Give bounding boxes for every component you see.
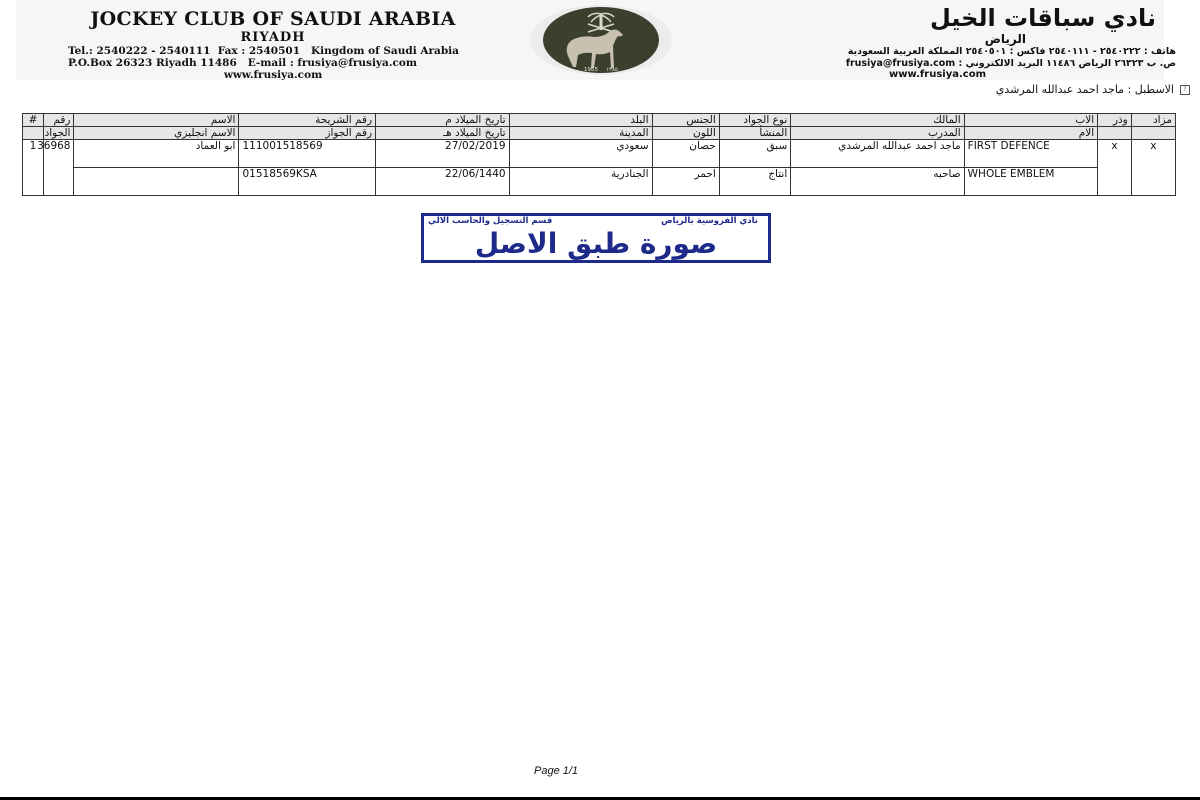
contact-line-1-ar: هاتف : ٢٥٤٠٢٢٢ - ٢٥٤٠١١١ فاكس : ٢٥٤٠٥٠١ المملكة العربية السعودية (847, 46, 1176, 57)
stamp-club-name: نادي الفروسية بالرياض (661, 216, 758, 226)
table-header-row-2 (23, 127, 1176, 140)
sire: FIRST DEFENCE (964, 140, 1097, 168)
header-cell: رقم الجواز (239, 127, 376, 140)
passport-number: 01518569KSA (239, 168, 376, 196)
horse-type: سبق (719, 140, 790, 168)
header-cell: نوع الجواد (719, 114, 790, 127)
header-cell: # (23, 114, 44, 127)
letterhead-english (68, 8, 478, 81)
horse-id: 36968 (44, 140, 74, 196)
chip-number: 111001518569 (239, 140, 376, 168)
website-ar: www.frusiya.com (889, 69, 986, 80)
contact-line-2-ar: ص. ب ٢٦٣٢٣ الرياض ١١٤٨٦ البريد الالكتروني : frusiya@frusiya.com (845, 57, 1176, 69)
certified-copy-stamp (421, 213, 771, 263)
club-logo-seal (526, 4, 676, 76)
auction-flag: x (1131, 140, 1175, 196)
trainer: صاحبه (791, 168, 964, 196)
header-cell: المدينة (509, 127, 652, 140)
header-cell: رقم (44, 114, 74, 127)
header-cell: اللون (652, 127, 719, 140)
wathar-flag: x (1098, 140, 1132, 196)
letterhead-arabic (716, 4, 1176, 80)
horse-name: ابو العماد (74, 140, 239, 168)
contact-line-1-en: Tel.: 2540222 - 2540111 Fax : 2540501 Kingdom of Saudi Arabia (68, 45, 459, 57)
stamp-header (428, 216, 758, 226)
header-cell: الام (964, 127, 1097, 140)
city: الجنادرية (509, 168, 652, 196)
color: احمر (652, 168, 719, 196)
header-cell: المنشأ (719, 127, 790, 140)
contact-line-2-en: P.O.Box 26323 Riyadh 11486 E-mail : frusiya@frusiya.com (68, 57, 417, 69)
header-cell: الجنس (652, 114, 719, 127)
letterhead (16, 0, 1176, 81)
row-number: 1 (23, 140, 44, 196)
stamp-text: صورة طبق الاصل (474, 227, 718, 260)
seal-year-en: 1965 (584, 67, 598, 73)
english-name (74, 168, 239, 196)
header-cell: المالك (791, 114, 964, 127)
header-cell: البلد (509, 114, 652, 127)
header-cell (1131, 127, 1175, 140)
table-header-row-1 (23, 114, 1176, 127)
header-cell (1098, 127, 1132, 140)
header-cell: مزاد (1131, 114, 1175, 127)
country: سعودي (509, 140, 652, 168)
header-cell: الاب (964, 114, 1097, 127)
owner: ماجد احمد عبدالله المرشدي (791, 140, 964, 168)
birth-date-gregorian: 27/02/2019 (376, 140, 509, 168)
checkbox-icon: ? (1180, 85, 1190, 95)
stamp-department: قسم التسجيل والحاسب الالي (428, 216, 553, 226)
header-cell: رقم الشريحة (239, 114, 376, 127)
origin: انتاج (719, 168, 790, 196)
header-cell: تاريخ الميلاد هـ (376, 127, 509, 140)
page-number: Page 1/1 (534, 765, 579, 777)
table-row (23, 168, 1176, 196)
header-cell: المدرب (791, 127, 964, 140)
club-name-ar: نادي سباقات الخيل (929, 4, 1156, 32)
horse-registration-table (22, 113, 1176, 196)
seal-year-ar: ١٣٨٥ (606, 67, 618, 73)
header-cell: الاسم (74, 114, 239, 127)
birth-date-hijri: 22/06/1440 (376, 168, 509, 196)
header-cell: تاريخ الميلاد م (376, 114, 509, 127)
header-cell (23, 127, 44, 140)
stable-line (996, 83, 1190, 96)
header-cell: وذر (1098, 114, 1132, 127)
website-en: www.frusiya.com (223, 69, 323, 81)
header-cell: الاسم انجليزي (74, 127, 239, 140)
stable-owner-label: الاسطبل : ماجد احمد عبدالله المرشدي (995, 83, 1174, 96)
dam: WHOLE EMBLEM (964, 168, 1097, 196)
club-city-ar: الرياض (984, 32, 1026, 46)
club-city-en: RIYADH (240, 30, 306, 45)
club-name-en: JOCKEY CLUB OF SAUDI ARABIA (90, 8, 456, 30)
header-cell: الجواد (44, 127, 74, 140)
table-row (23, 140, 1176, 168)
sex: حصان (652, 140, 719, 168)
